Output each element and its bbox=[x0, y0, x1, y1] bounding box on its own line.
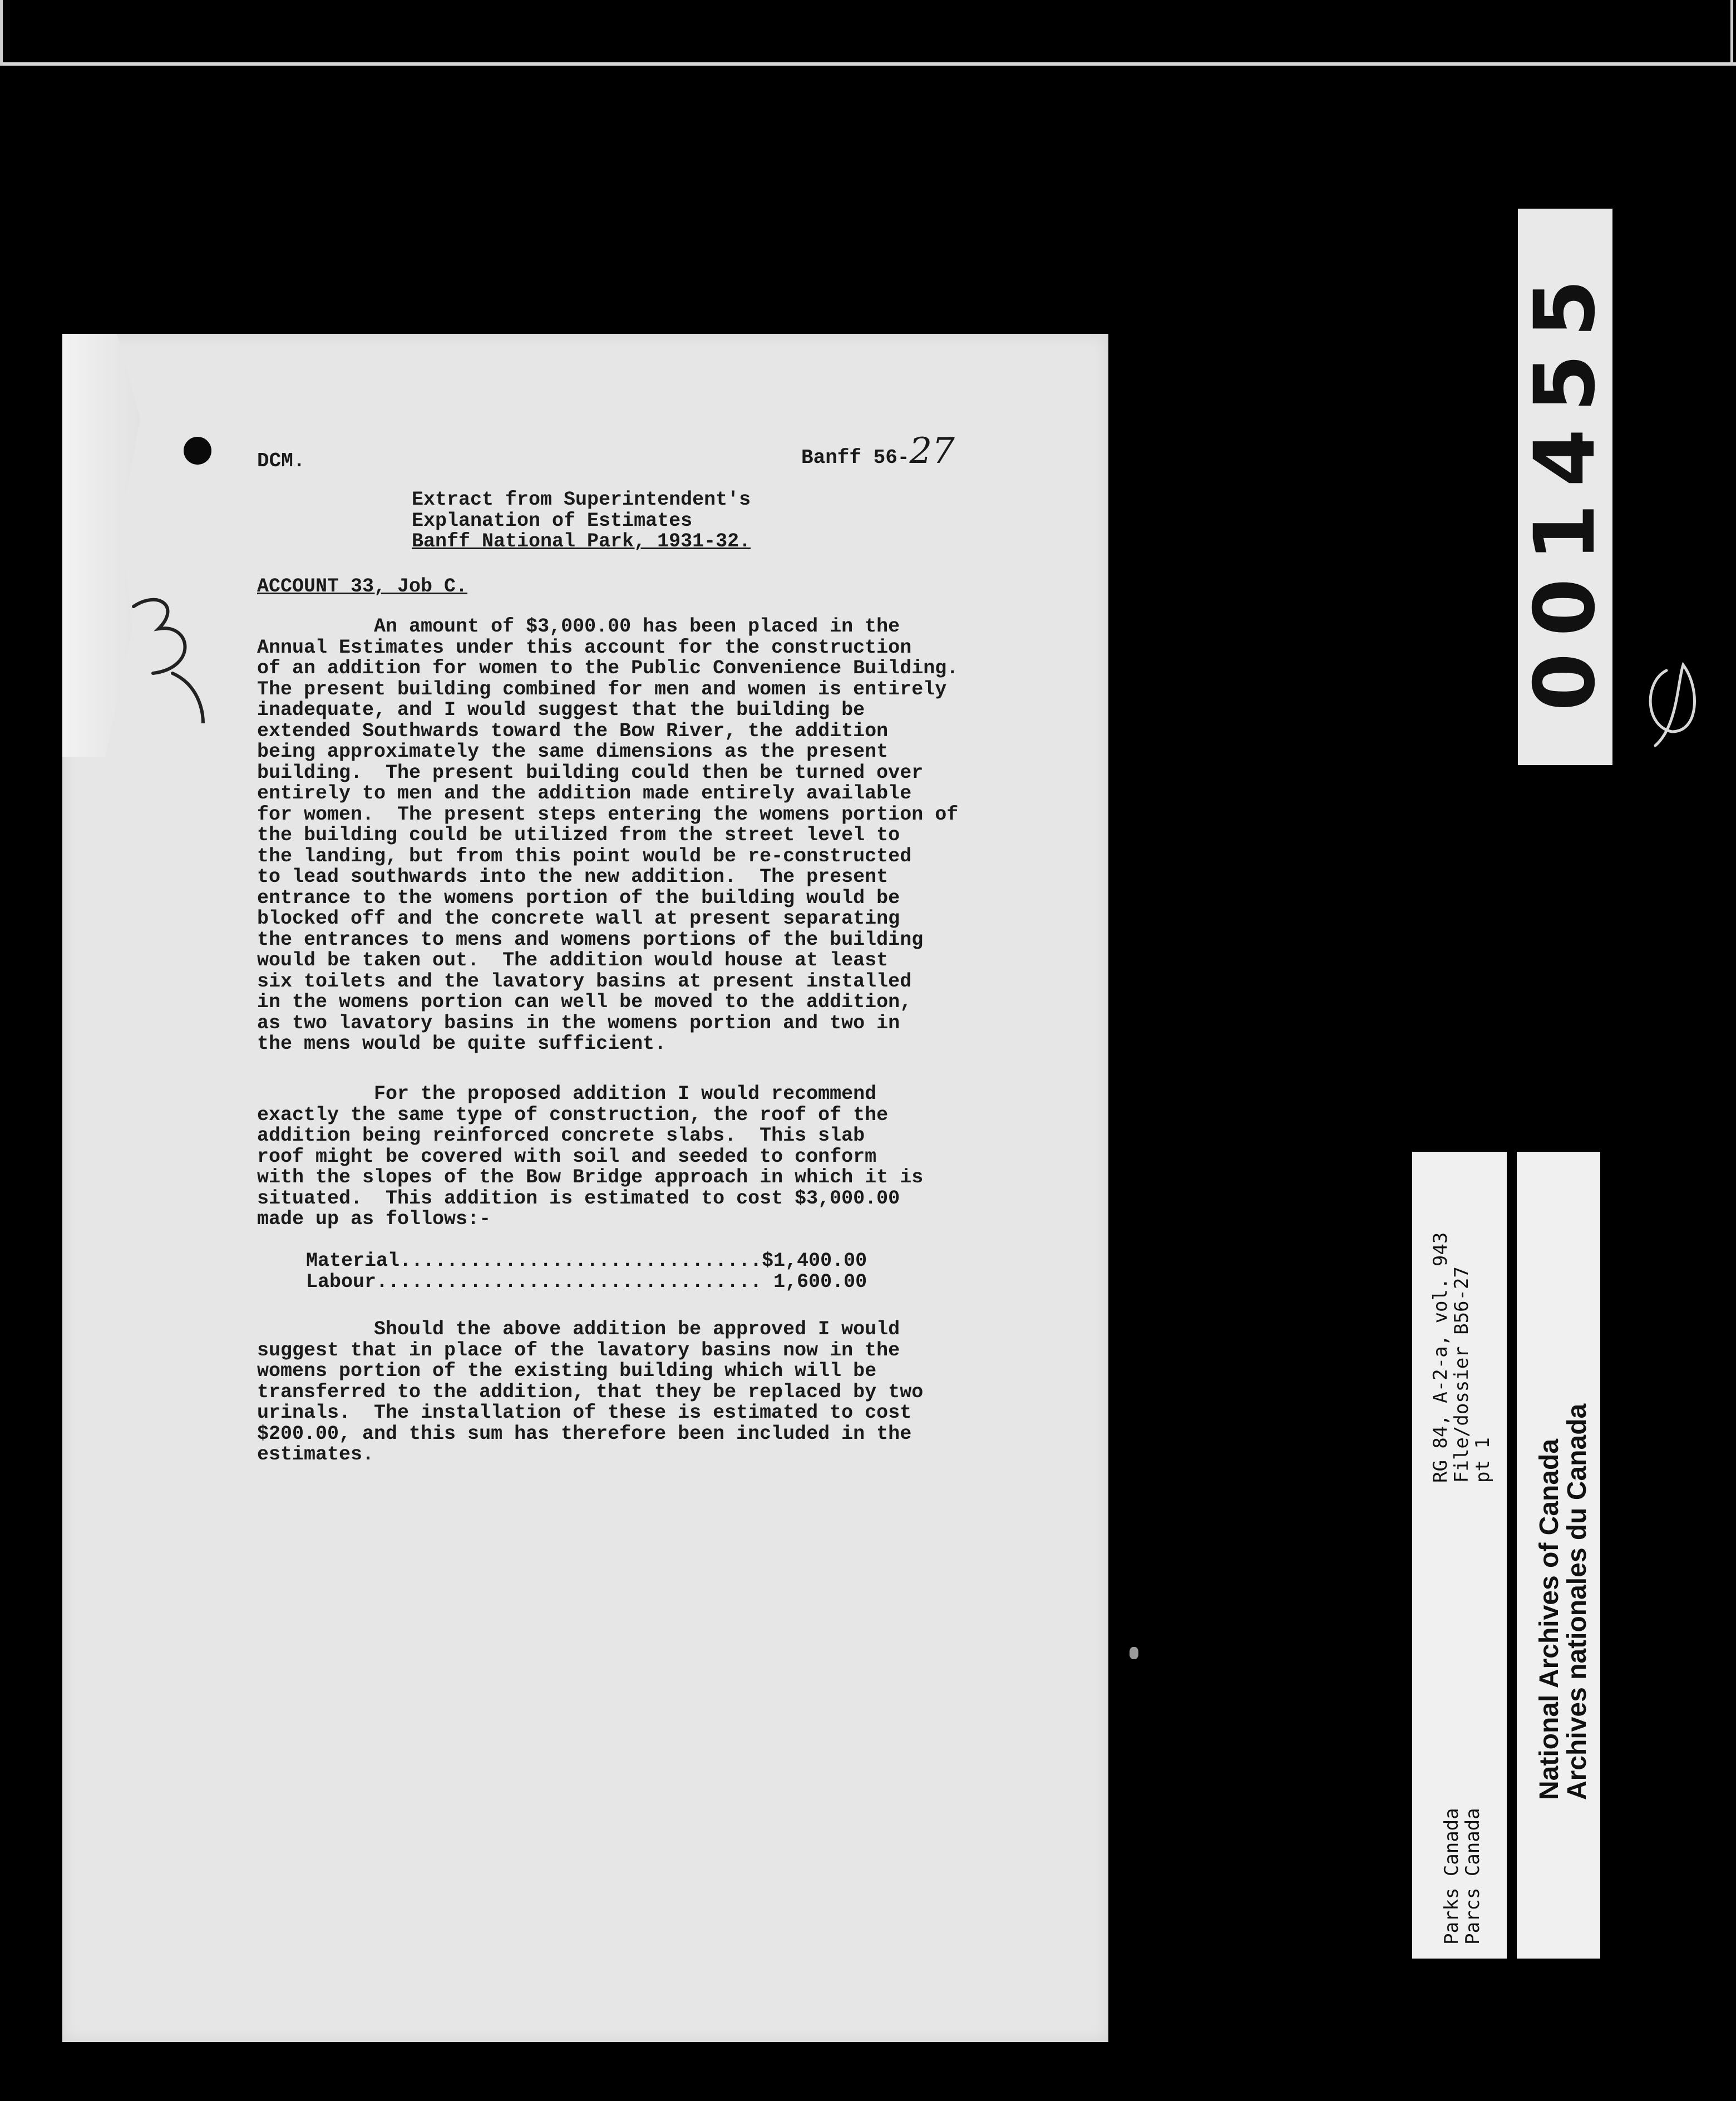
handwritten-loop-mark bbox=[1633, 648, 1711, 748]
account-heading: ACCOUNT 33, Job C. bbox=[257, 575, 468, 598]
archive-reference-text: RG 84, A-2-a, vol. 943 File/dossier B56-27 pt 1 bbox=[1429, 1232, 1494, 1483]
file-reference-typed: Banff 56- bbox=[801, 446, 910, 469]
frame-number bbox=[1518, 209, 1612, 765]
margin-handwritten-mark bbox=[120, 590, 214, 723]
cost-breakdown: Material...............................$1,400.00 Labour................................. 1,600.00 bbox=[306, 1250, 867, 1293]
header-initials: DCM. bbox=[257, 450, 305, 472]
document-title bbox=[412, 490, 751, 553]
frame-number-text: 001455 bbox=[1517, 262, 1614, 712]
archive-department-text: Parks Canada Parcs Canada bbox=[1441, 1808, 1484, 1945]
film-smudge bbox=[1130, 1647, 1138, 1659]
archive-institution-text: National Archives of Canada Archives nationales du Canada bbox=[1535, 1403, 1592, 1800]
paragraph-2: For the proposed addition I would recommend exactly the same type of construction, the roof of the addition being reinforced concrete slabs. This slab roof might be covered with soil and seeded to conform with the slopes of the Bow Bridge approach in which it is situated. This addition is estimated to cost $3,000.00 made up as follows:- bbox=[257, 1083, 924, 1230]
title-line-2: Explanation of Estimates bbox=[412, 509, 693, 532]
punch-hole bbox=[184, 437, 211, 465]
file-reference-handwritten: 27 bbox=[909, 431, 955, 472]
film-frame-tick-left bbox=[0, 0, 3, 66]
film-frame-tick-right bbox=[1730, 0, 1733, 66]
film-frame-line bbox=[0, 62, 1736, 66]
title-line-3: Banff National Park, 1931-32. bbox=[412, 530, 751, 553]
paragraph-1: An amount of $3,000.00 has been placed in the Annual Estimates under this account for the construction of an addition for women to the Public Convenience Building. The present building combined for men and women is entirely inadequate, and I would suggest that the building be extended Southwards toward the Bow River, the addition being approximately the same dimensions as the present building. The present building could then be turned over entirely to men and the addition made entirely available for women. The present steps entering the womens portion of the building could be utilized from the street level to the landing, but from this point would be re-constructed to lead southwards into the new addition. The present entrance to the womens portion of the building would be blocked off and the concrete wall at present separating the entrances to mens and womens portions of the building would be taken out. The addition would house at least six toilets and the lavatory basins at present installed in the womens portion can well be moved to the addition, as two lavatory basins in the womens portion and two in the mens would be quite sufficient. bbox=[257, 615, 959, 1055]
title-line-1: Extract from Superintendent's bbox=[412, 489, 751, 511]
header-file-reference bbox=[801, 431, 955, 472]
paragraph-3: Should the above addition be approved I would suggest that in place of the lavatory basins now in the womens portion of the existing building which will be transferred to the addition, that they be replaced by two urinals. The installation of these is estimated to cost $200.00, and this sum has therefore been included in the estimates. bbox=[257, 1318, 924, 1466]
